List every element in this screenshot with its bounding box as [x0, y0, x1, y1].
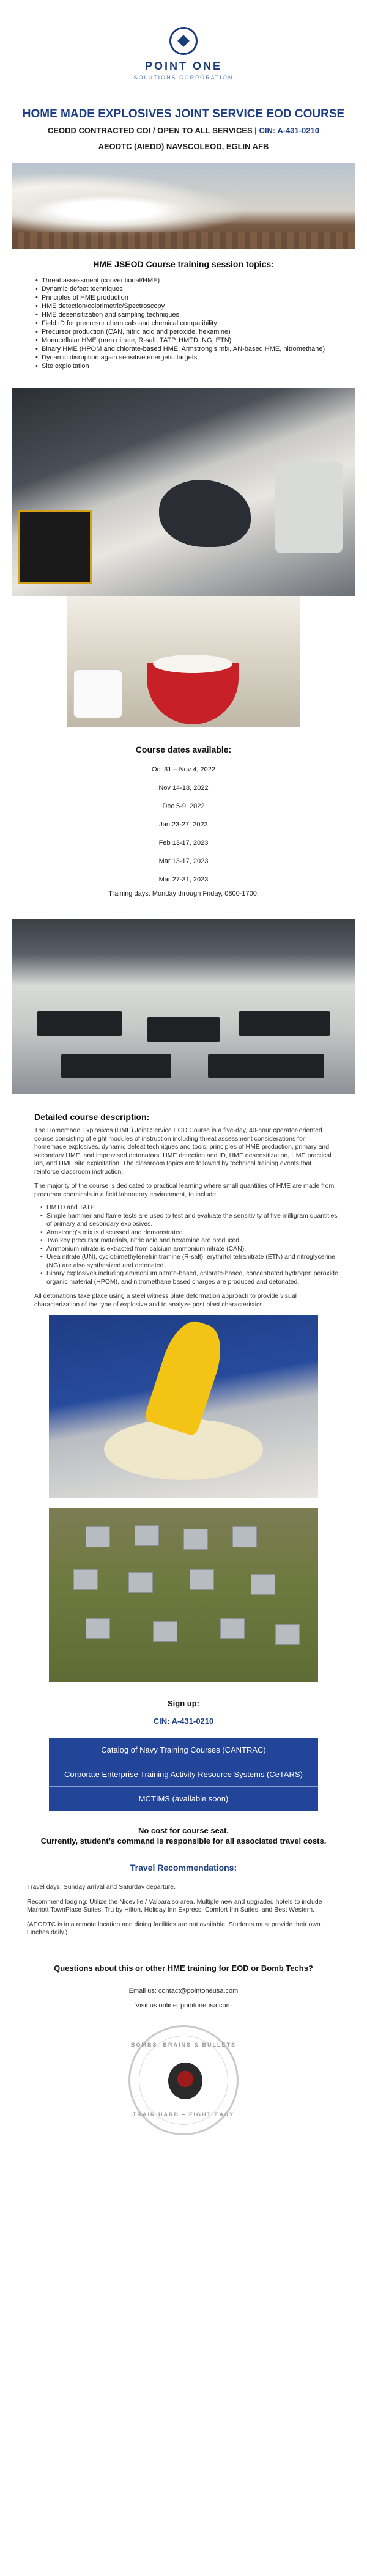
travel-paragraph: (AEODTC is in a remote location and dining facilities are not available. Students must provide their own lunches daily.): [27, 1920, 321, 1936]
photo-detail: [147, 663, 239, 724]
photo-detail: [61, 1054, 171, 1078]
course-date: Oct 31 – Nov 4, 2022: [152, 766, 215, 773]
photo-detail: [73, 669, 122, 718]
witness-plate: [220, 1618, 245, 1639]
questions-heading: Questions about this or other HME training for EOD or Bomb Techs?: [54, 1963, 313, 1973]
course-date: Feb 13-17, 2023: [158, 839, 209, 847]
description-paragraph: The majority of the course is dedicated to practical learning where small quantities of HME are made from precursor chemicals in a field laboratory environment, to include:: [34, 1182, 335, 1198]
list-item: • Site exploitation: [35, 362, 341, 370]
travel-paragraph: Recommend lodging: Utilize the Niceville / Valparaiso area. Multiple new and upgraded hotels to include Marriott TownPlace Suites, Tru by Hilton, Holiday Inn Express, Comfort Inn Suites, and Best Western.: [27, 1897, 322, 1913]
course-date: Mar 13-17, 2023: [158, 858, 209, 865]
list-item: • Armstrong’s mix is discussed and demonstrated.: [40, 1229, 338, 1237]
course-date: Jan 23-27, 2023: [159, 821, 208, 828]
witness-plate: [86, 1526, 110, 1547]
page-title: HOME MADE EXPLOSIVES JOINT SERVICE EOD COURSE: [22, 108, 345, 120]
badge-bottom-text: TRAIN HARD – FIGHT EASY: [132, 2111, 234, 2118]
witness-plate: [135, 1525, 159, 1546]
powder-sample-photo: [49, 1315, 318, 1498]
list-item: • Two key precursor materials, nitric acid and hexamine are produced.: [40, 1237, 338, 1245]
list-item: • Monocellular HME (urea nitrate, R-salt, TATP, HMTD, NG, ETN): [35, 336, 341, 345]
course-description: [34, 1127, 338, 1309]
contact-info: [0, 1984, 367, 2013]
course-date: Dec 5-9, 2022: [162, 803, 205, 810]
mctims-button[interactable]: MCTIMS (available soon): [49, 1787, 318, 1811]
bombs-brains-bullets-badge-icon: [128, 2025, 239, 2135]
list-item: • Binary HME (HPOM and chlorate-based HME, Armstrong’s mix, AN-based HME, nitromethane): [35, 345, 341, 353]
lab-bowl-photo: [67, 596, 300, 727]
signup-cin: CIN: A-431-0210: [153, 1717, 214, 1726]
badge-emblem-icon: [168, 2063, 202, 2099]
signup-buttons: [0, 1738, 367, 1811]
list-item: • Ammonium nitrate is extracted from calcium ammonium nitrate (CAN).: [40, 1245, 338, 1254]
witness-plate: [190, 1569, 214, 1590]
witness-plates-photo: [49, 1508, 318, 1682]
explosion-photo: [12, 163, 355, 249]
photo-detail: [37, 1011, 122, 1036]
subtitle-prefix: CEODD CONTRACTED COI / OPEN TO ALL SERVICES |: [47, 126, 257, 135]
list-item: • HME detection/colorimetric/Spectroscopy: [35, 302, 341, 311]
topics-list: [35, 276, 341, 370]
course-date: Nov 14-18, 2022: [158, 784, 209, 792]
list-item: • Dynamic disruption again sensitive energetic targets: [35, 353, 341, 362]
list-item: • Principles of HME production: [35, 293, 341, 302]
description-heading: Detailed course description:: [34, 1112, 150, 1122]
list-item: • Threat assessment (conventional/HME): [35, 276, 341, 285]
brand-logo[interactable]: [0, 0, 367, 107]
brand-name: POINT ONE: [144, 59, 222, 72]
photo-detail: [208, 1054, 324, 1078]
classroom-photo: [12, 919, 355, 1094]
list-item: • HME desensitization and sampling techniques: [35, 311, 341, 319]
cost-notice: [0, 1825, 367, 1846]
travel-paragraph: Travel days: Sunday arrival and Saturday departure.: [27, 1883, 176, 1891]
brand-tagline: SOLUTIONS CORPORATION: [133, 74, 234, 81]
photo-detail: [147, 1017, 220, 1042]
witness-plate: [275, 1624, 300, 1645]
list-item: • Dynamic defeat techniques: [35, 285, 341, 293]
dates-heading: Course dates available:: [135, 745, 232, 754]
photo-detail: [275, 462, 343, 553]
signup-section: [0, 1699, 367, 1726]
page-header: [0, 107, 367, 153]
travel-heading: Travel Recommendations:: [130, 1863, 237, 1872]
witness-plate: [128, 1572, 153, 1593]
badge-top-text: BOMBS, BRAINS & BULLETS: [131, 2041, 236, 2048]
description-paragraph: All detonations take place using a steel witness plate deformation approach to provide visual characterization of the type of explosive and to analyze post blast characteristics.: [34, 1292, 297, 1308]
page-subtitle: [9, 124, 358, 138]
witness-plate: [86, 1618, 110, 1639]
list-item: • HMTD and TATP.: [40, 1204, 338, 1212]
description-paragraph: The Homemade Explosives (HME) Joint Service EOD Course is a five-day, 40-hour operator-oriented course consisting of eight modules of instruction including threat assessment considerations for homemade explosives, dynamic defeat techniques and tools, principles of HME production, primary and secondary HME, and improvised detonators. HME detection and ID, HME desensitization, HME practical lab, and HME site exploitation. The classroom topics are followed by technical training events that reinforce classroom instruction.: [34, 1127, 332, 1176]
topics-heading: HME JSEOD Course training session topics:: [93, 259, 274, 269]
photo-detail: [143, 1315, 229, 1437]
website-link[interactable]: Visit us online: pointoneusa.com: [135, 2001, 232, 2009]
witness-plate: [251, 1574, 275, 1595]
training-days: Training days: Monday through Friday, 0800-1700.: [108, 890, 259, 897]
witness-plate: [73, 1569, 98, 1590]
photo-detail: [159, 480, 251, 547]
cost-notice-line: Currently, student’s command is responsible for all associated travel costs.: [40, 1836, 327, 1846]
cost-notice-line: No cost for course seat.: [138, 1826, 229, 1835]
dates-list: [0, 760, 367, 889]
point-one-logo-icon: [169, 27, 198, 55]
list-item: • Binary explosives including ammonium nitrate-based, chlorate-based, concentrated hydrogen peroxide organic material (HPOM), and nitromethane based charges are produced and detonated.: [40, 1270, 338, 1286]
witness-plate: [184, 1529, 208, 1550]
course-date: Mar 27-31, 2023: [158, 876, 209, 883]
email-link[interactable]: Email us: contact@pointoneusa.com: [128, 1987, 239, 1995]
witness-plate: [153, 1621, 177, 1642]
list-item: • Urea nitrate (UN), cyclotrimethylenetrinitramine (R-salt), erythritol tetranitrate (ETN) and nitroglycerine (NG) are also synthesized and detonated.: [40, 1253, 338, 1270]
list-item: • Precursor production (CAN, nitric acid and peroxide, hexamine): [35, 328, 341, 336]
list-item: • Simple hammer and flame tests are used to test and evaluate the sensitivity of five milligram quantities of primary and secondary explosives.: [40, 1212, 338, 1229]
list-item: • Field ID for precursor chemicals and chemical compatibility: [35, 319, 341, 328]
practical-list: [40, 1204, 338, 1286]
cetars-button[interactable]: Corporate Enterprise Training Activity Resource Systems (CeTARS): [49, 1762, 318, 1787]
signup-label: Sign up:: [168, 1699, 199, 1708]
lab-gloves-photo: [12, 388, 355, 596]
subtitle-cin: CIN: A-431-0210: [259, 126, 320, 135]
photo-detail: [239, 1011, 330, 1036]
cantrac-button[interactable]: Catalog of Navy Training Courses (CANTRAC): [49, 1738, 318, 1762]
course-location: AEODTC (AIEDD) NAVSCOLEOD, EGLIN AFB: [98, 142, 269, 151]
travel-recommendations: [27, 1883, 328, 1937]
witness-plate: [232, 1526, 257, 1547]
photo-detail: [18, 510, 92, 584]
